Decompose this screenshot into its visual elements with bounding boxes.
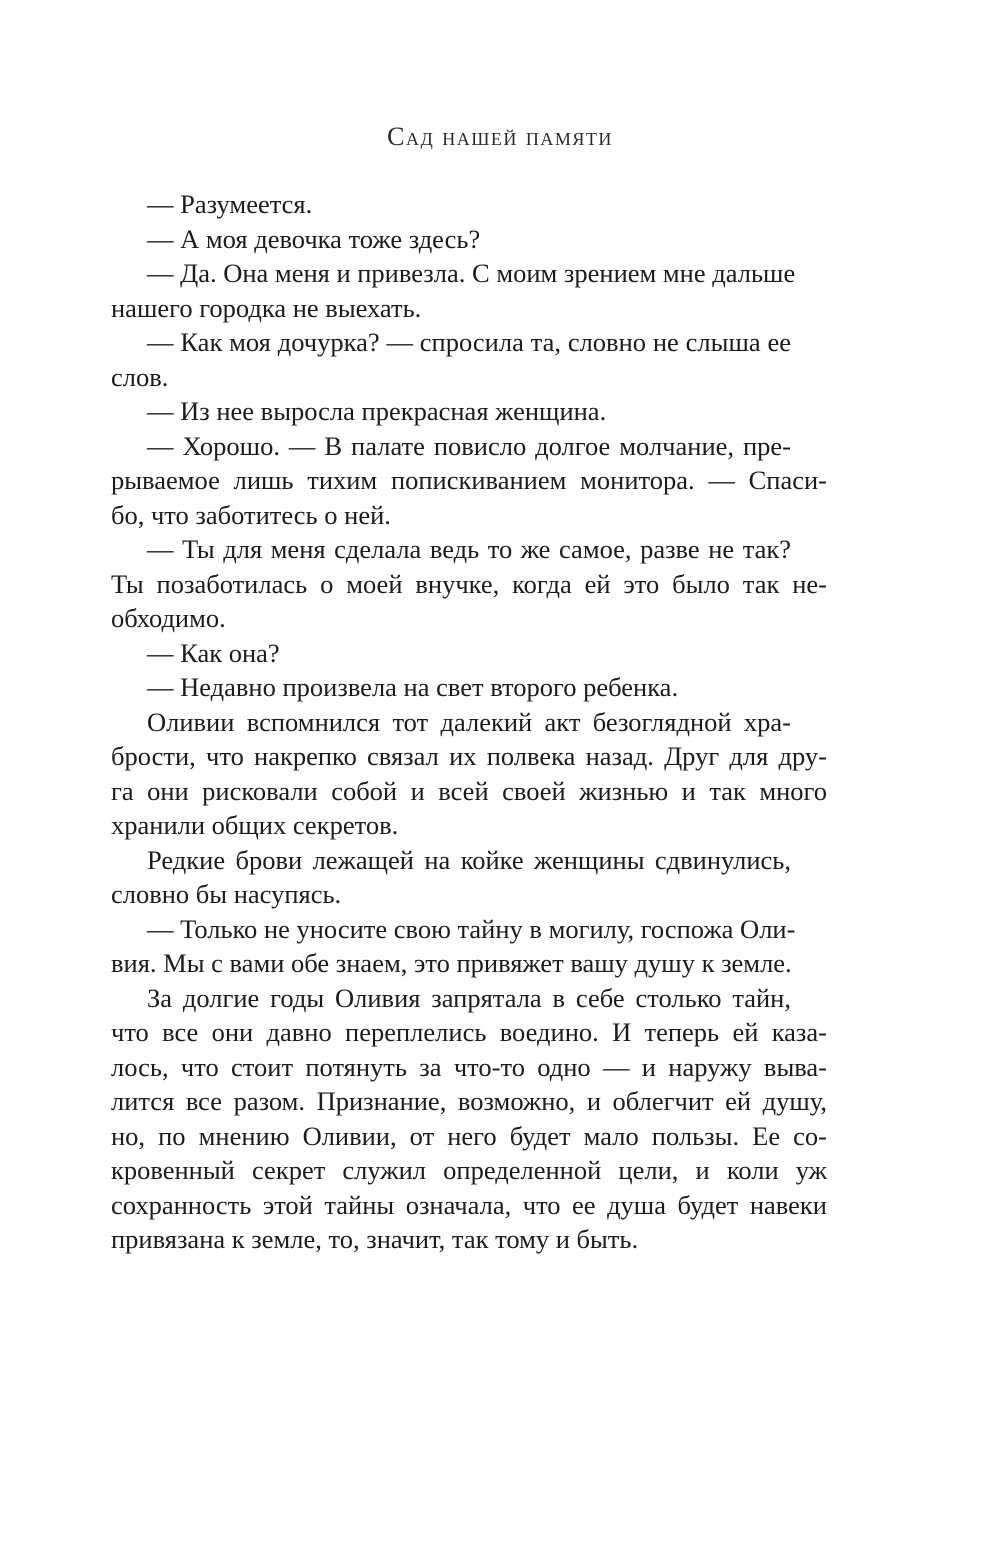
paragraph: [111, 981, 827, 1257]
text-line: что все они давно переплелись воедино. И теперь ей каза-: [111, 1017, 827, 1047]
paragraph: [111, 705, 827, 843]
text-line: кровенный секрет служил определенной цели, и коли уж: [111, 1155, 827, 1185]
text-line: нашего городка не выехать.: [111, 292, 422, 323]
paragraph: [111, 912, 827, 981]
paragraph: [111, 532, 827, 636]
text-line: рываемое лишь тихим попискиванием монитора. — Спаси-: [111, 465, 827, 495]
paragraph: [111, 187, 827, 222]
paragraph: [111, 843, 827, 912]
text-line: брости, что накрепко связал их полвека назад. Друг для дру-: [111, 741, 827, 771]
running-head: Сад нашей памяти: [387, 122, 613, 151]
paragraph: [111, 222, 827, 257]
paragraph: [111, 394, 827, 429]
text-line: — Недавно произвела на свет второго ребенка.: [147, 672, 679, 702]
paragraph: [111, 636, 827, 671]
text-line: — Из нее выросла прекрасная женщина.: [147, 396, 607, 426]
text-line: — Да. Она меня и привезла. С моим зрением мне дальше: [147, 258, 796, 288]
text-line: хранили общих секретов.: [111, 810, 399, 840]
text-line: — А моя девочка тоже здесь?: [147, 223, 481, 254]
text-line: — Ты для меня сделала ведь то же самое, разве не так?: [147, 534, 791, 564]
text-line: — Хорошо. — В палате повисло долгое молчание, пре-: [147, 430, 791, 461]
text-line: Ты позаботилась о моей внучке, когда ей это было так не-: [111, 568, 827, 599]
text-line: — Как она?: [147, 637, 280, 668]
text-line: сохранность этой тайны означала, что ее душа будет навеки: [111, 1189, 827, 1220]
paragraph: [111, 429, 827, 533]
paragraph: [111, 256, 827, 325]
text-line: лось, что стоит потянуть за что-то одно — и наружу выва-: [111, 1051, 827, 1082]
paragraph: [111, 670, 827, 705]
text-line: Редкие брови лежащей на койке женщины сдвинулись,: [147, 844, 791, 875]
text-line: — Как моя дочурка? — спросила та, словно не слыша ее: [147, 327, 791, 357]
text-line: словно бы насупясь.: [111, 879, 342, 909]
text-line: — Разумеется.: [147, 189, 313, 219]
text-line: — Только не уносите свою тайну в могилу, госпожа Оли-: [147, 913, 796, 944]
text-line: га они рисковали собой и всей своей жизнью и так много: [111, 775, 827, 806]
text-line: обходимо.: [111, 603, 226, 633]
text-line: бо, что заботитесь о ней.: [111, 499, 391, 530]
text-line: слов.: [111, 361, 169, 392]
text-line: лится все разом. Признание, возможно, и облегчит ей душу,: [111, 1086, 827, 1116]
paragraph: [111, 325, 827, 394]
text-line: Оливии вспомнился тот далекий акт безоглядной хра-: [147, 706, 791, 737]
body-text: [111, 187, 827, 1257]
text-line: но, по мнению Оливии, от него будет мало пользы. Ее со-: [111, 1120, 827, 1151]
text-line: вия. Мы с вами обе знаем, это привяжет вашу душу к земле.: [111, 948, 792, 978]
text-line: За долгие годы Оливия запрятала в себе столько тайн,: [147, 982, 791, 1013]
text-line: привязана к земле, то, значит, так тому и быть.: [111, 1224, 639, 1254]
